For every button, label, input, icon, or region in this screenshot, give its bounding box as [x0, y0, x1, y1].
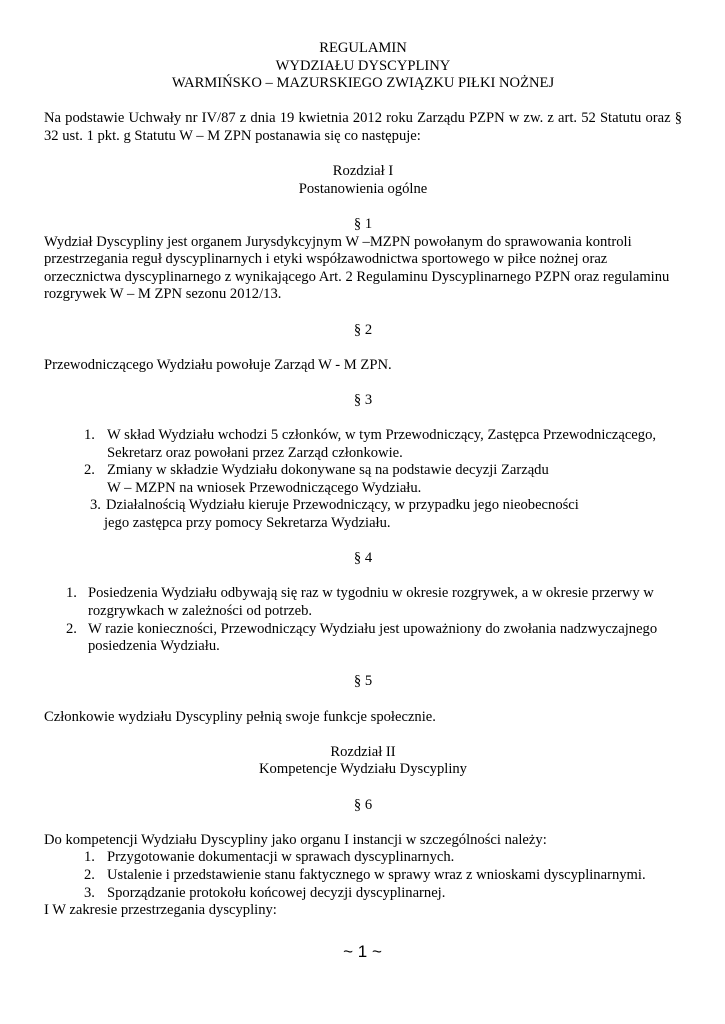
page-number: ~ 1 ~: [343, 942, 382, 961]
header-line-1: REGULAMIN: [319, 40, 407, 56]
section-3-heading: § 3: [353, 391, 373, 408]
section-3-list: [44, 427, 682, 533]
section-2-text: Przewodniczącego Wydziału powołuje Zarząd W - M ZPN.: [44, 356, 392, 373]
list-item: [44, 585, 682, 620]
section-6-intro: Do kompetencji Wydziału Dyscypliny jako organu I instancji w szczególności należy:: [44, 831, 547, 848]
section-6-heading: § 6: [353, 796, 373, 813]
section-5-heading: § 5: [353, 673, 373, 690]
chapter-2-title: Rozdział II: [330, 743, 396, 760]
section-5-text: Członkowie wydziału Dyscypliny pełnią swoje funkcje społecznie.: [44, 708, 436, 725]
list-item: [44, 462, 682, 497]
list-item-number: 2.: [66, 620, 77, 637]
chapter-1-subtitle: Postanowienia ogólne: [298, 180, 428, 197]
list-item-number: 1.: [84, 427, 95, 444]
section-2-heading: § 2: [353, 321, 373, 338]
header-line-2: WYDZIAŁU DYSCYPLINY: [275, 57, 451, 74]
list-item-line: Sekretarz oraz powołani przez Zarząd członkowie.: [107, 444, 403, 461]
list-item-line: Działalnością Wydziału kieruje Przewodniczący, w przypadku jego nieobecności: [106, 497, 579, 514]
list-item-number: 1.: [84, 849, 95, 866]
section-6-list: [44, 849, 682, 902]
list-item-line: jego zastępca przy pomocy Sekretarza Wydziału.: [104, 515, 391, 532]
list-item-number: 2.: [84, 462, 95, 479]
section-4-list: [44, 585, 682, 655]
list-item-line: Ustalenie i przedstawienie stanu faktycznego w sprawy wraz z wnioskami dyscyplinarnymi.: [107, 866, 646, 883]
chapter-1-title: Rozdział I: [332, 163, 394, 180]
section-6-outro: I W zakresie przestrzegania dyscypliny:: [44, 902, 277, 919]
section-1-heading: § 1: [353, 215, 373, 232]
list-item: [44, 849, 682, 867]
document-header: [44, 40, 682, 93]
list-item-line: Zmiany w składzie Wydziału dokonywane są na podstawie decyzji Zarządu: [107, 462, 549, 479]
list-item: [44, 885, 682, 903]
header-line-3: WARMIŃSKO – MAZURSKIEGO ZWIĄZKU PIŁKI NOŻNEJ: [171, 75, 555, 92]
list-item-number: 3.: [90, 497, 101, 514]
list-item-number: 3.: [84, 884, 95, 901]
list-item-line: W skład Wydziału wchodzi 5 członków, w tym Przewodniczący, Zastępca Przewodniczącego,: [107, 427, 657, 444]
list-item: [44, 621, 682, 656]
list-item-line: posiedzenia Wydziału.: [88, 638, 220, 655]
list-item-number: 1.: [66, 585, 77, 602]
section-4-heading: § 4: [353, 550, 373, 567]
list-item: [44, 867, 682, 885]
chapter-2-subtitle: Kompetencje Wydziału Dyscypliny: [259, 761, 467, 778]
list-item-line: W – MZPN na wniosek Przewodniczącego Wydziału.: [107, 479, 422, 496]
list-item: [44, 497, 682, 532]
list-item-number: 2.: [84, 866, 95, 883]
list-item-line: rozgrywkach w zależności od potrzeb.: [88, 603, 313, 619]
document-page: [44, 40, 682, 920]
list-item: [44, 427, 682, 462]
section-1-text: Wydział Dyscypliny jest organem Jurysdykcyjnym W –MZPN powołanym do sprawowania kontroli przestrzegania reguł dyscyplinarnych i etyki współzawodnictwa sportowego w piłce nożnej oraz orzecznictwa dyscyplinarnego z wynikającego Art. 2 Regulaminu Dyscyplinarnego PZPN oraz regulaminu rozgrywek W – M ZPN sezonu 2012/13.: [44, 233, 670, 303]
list-item-line: Przygotowanie dokumentacji w sprawach dyscyplinarnych.: [107, 849, 455, 866]
intro-paragraph: Na podstawie Uchwały nr IV/87 z dnia 19 kwietnia 2012 roku Zarządu PZPN w zw. z art. 52 Statutu oraz § 32 ust. 1 pkt. g Statutu W – M ZPN postanawia się co następuje:: [44, 110, 682, 144]
list-item-line: W razie konieczności, Przewodniczący Wydziału jest upoważniony do zwołania nadzwyczajnego: [88, 620, 658, 637]
list-item-line: Posiedzenia Wydziału odbywają się raz w tygodniu w okresie rozgrywek, a w okresie przerwy w: [88, 585, 654, 602]
list-item-line: Sporządzanie protokołu końcowej decyzji dyscyplinarnej.: [107, 884, 446, 901]
